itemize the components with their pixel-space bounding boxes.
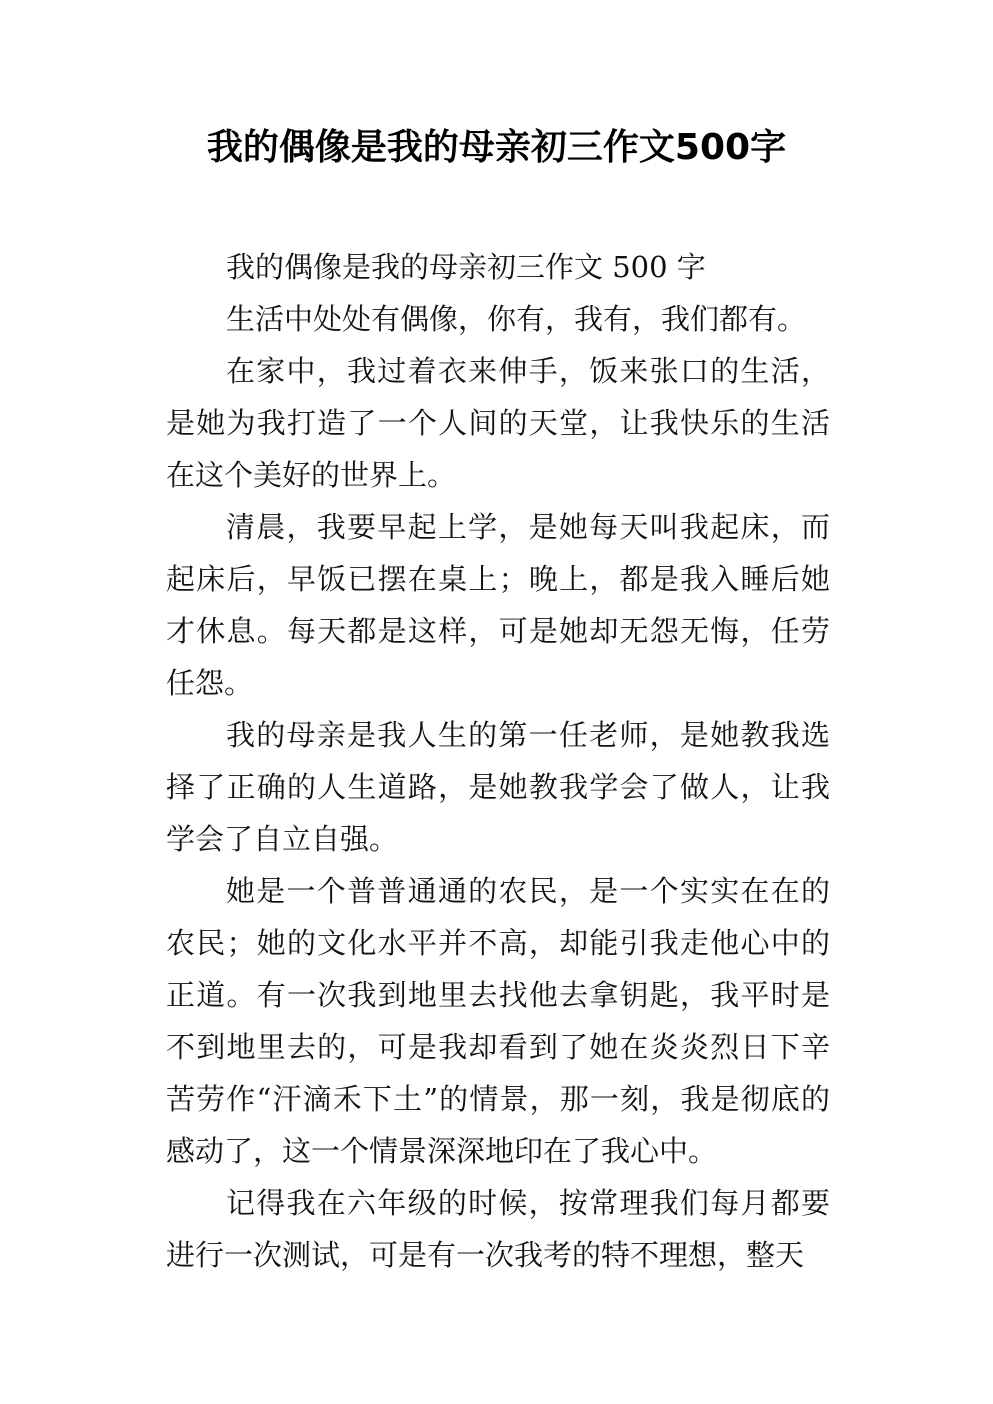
paragraph: 生活中处处有偶像，你有，我有，我们都有。	[226, 302, 807, 336]
paragraph: 记得我在六年级的时候，按常理我们每月都要进行一次测试，可是有一次我考的特不理想，整天	[166, 1186, 830, 1272]
document-title: 我的偶像是我的母亲初三作文500字	[206, 127, 787, 168]
paragraph: 她是一个普普通通的农民，是一个实实在在的农民；她的文化水平并不高，却能引我走他心中的正道。有一次我到地里去找他去拿钥匙，我平时是不到地里去的，可是我却看到了她在炎炎烈日下辛苦劳作“汗滴禾下土”的情景，那一刻，我是彻底的感动了，这一个情景深深地印在了我心中。	[166, 874, 830, 1168]
paragraph: 清晨，我要早起上学，是她每天叫我起床，而起床后，早饭已摆在桌上；晚上，都是我入睡后她才休息。每天都是这样，可是她却无怨无悔，任劳任怨。	[166, 510, 830, 700]
paragraph-subtitle: 我的偶像是我的母亲初三作文 500 字	[226, 250, 706, 284]
paragraph: 我的母亲是我人生的第一任老师，是她教我选择了正确的人生道路，是她教我学会了做人，让我学会了自立自强。	[166, 718, 830, 856]
paragraph: 在家中，我过着衣来伸手，饭来张口的生活，是她为我打造了一个人间的天堂，让我快乐的生活在这个美好的世界上。	[166, 354, 830, 492]
document-body	[166, 241, 830, 1281]
